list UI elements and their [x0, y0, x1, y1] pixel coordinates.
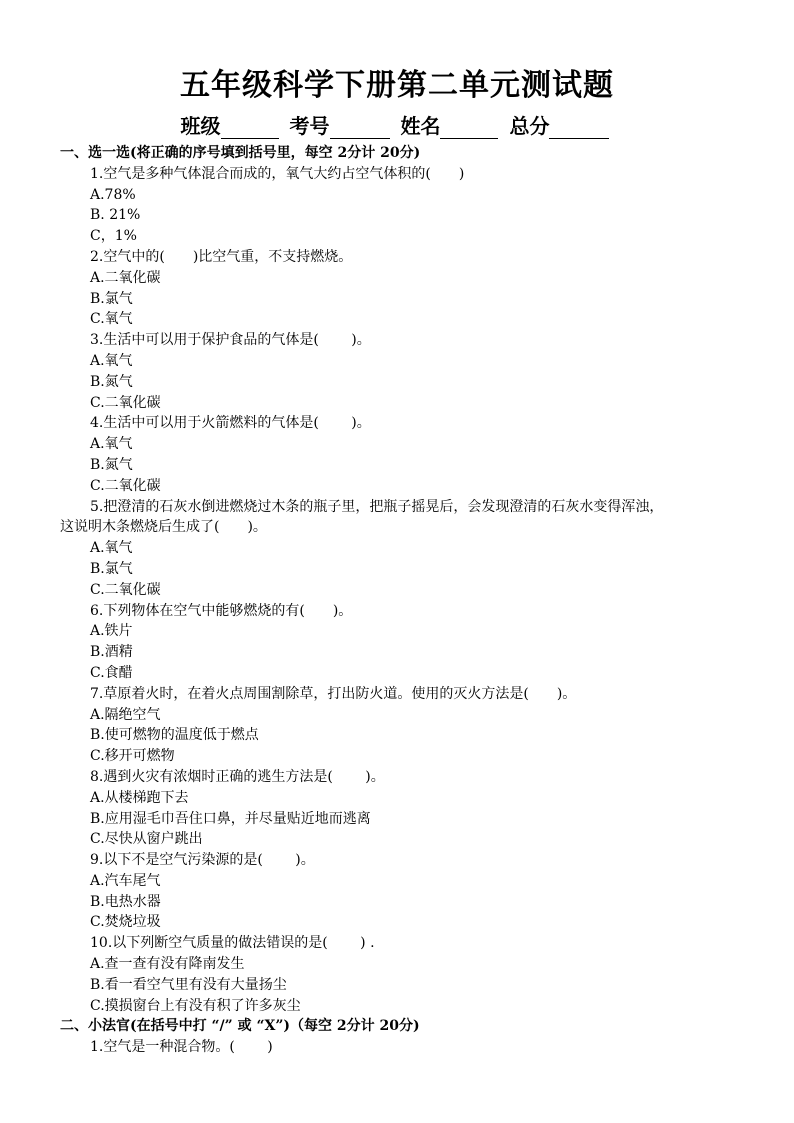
question-text: 9.以下不是空气污染源的是( )。	[90, 852, 315, 869]
question-text: 7.草原着火时，在着火点周围割除草，打出防火道。使用的灭火方法是( )。	[90, 685, 577, 702]
class-label: 班级	[180, 114, 221, 138]
question-text: 5.把澄清的石灰水倒进燃烧过木条的瓶子里，把瓶子摇晃后，会发现澄清的石灰水变得浑浊，	[90, 498, 664, 515]
answer-option: A.氧气	[90, 352, 133, 369]
answer-option: A.查一查有没有降南发生	[90, 956, 245, 973]
section-heading: 一、选一选(将正确的序号填到括号里，每空 2分计 20分)	[60, 145, 421, 161]
name-label: 姓名	[400, 114, 441, 138]
answer-option: B.使可燃物的温度低于燃点	[90, 727, 259, 744]
answer-option: B.氯气	[90, 560, 133, 577]
answer-option: A.隔绝空气	[90, 706, 161, 723]
section-heading: 二、小法官(在括号中打 “/” 或 “X”)（每空 2分计 20分)	[60, 1018, 420, 1035]
answer-option: C.摸损窗台上有没有积了许多灰尘	[90, 997, 301, 1014]
number-label: 考号	[289, 114, 330, 138]
number-blank[interactable]	[330, 118, 390, 139]
answer-option: A.从楼梯跑下去	[90, 789, 189, 806]
question-continuation: 这说明木条燃烧后生成了( )。	[60, 519, 267, 536]
question-text: 3.生活中可以用于保护食品的气体是( )。	[90, 332, 371, 349]
answer-option: A.氧气	[90, 540, 133, 557]
answer-option: A.铁片	[90, 623, 133, 640]
answer-option: C.食醋	[90, 664, 133, 681]
answer-option: B.氯气	[90, 290, 133, 307]
question-text: 1.空气是一种混合物。( )	[90, 1039, 273, 1056]
answer-option: C，1%	[90, 228, 137, 245]
answer-option: C.焚烧垃圾	[90, 914, 161, 931]
answer-option: C.二氧化碳	[90, 394, 161, 411]
answer-option: C.二氧化碳	[90, 581, 161, 598]
question-text: 1.空气是多种气体混合而成的，氧气大约占空气体积的( )	[90, 165, 465, 182]
class-blank[interactable]	[221, 118, 279, 139]
question-text: 2.空气中的( )比空气重，不支持燃烧。	[90, 248, 353, 265]
answer-option: B.看一看空气里有没有大量扬尘	[90, 976, 287, 993]
answer-option: B.氮气	[90, 456, 133, 473]
question-text: 10.以下列断空气质量的做法错误的是( ) .	[90, 935, 375, 952]
question-text: 6.下列物体在空气中能够燃烧的有( )。	[90, 602, 353, 619]
answer-option: C.尽快从窗户跳出	[90, 831, 203, 848]
name-blank[interactable]	[440, 118, 498, 139]
page-title: 五年级科学下册第二单元测试题	[180, 68, 614, 103]
answer-option: A.汽车尾气	[90, 872, 161, 889]
question-text: 8.遇到火灾有浓烟时正确的逃生方法是( )。	[90, 768, 385, 785]
answer-option: A.二氧化碳	[90, 269, 161, 286]
answer-option: B.酒精	[90, 644, 133, 661]
answer-option: C.二氧化碳	[90, 477, 161, 494]
answer-option: B.氮气	[90, 373, 133, 390]
answer-option: B.电热水器	[90, 893, 161, 910]
answer-option: B.应用湿毛巾吾住口鼻，并尽量贴近地而逃离	[90, 810, 371, 827]
student-info-row	[0, 110, 794, 139]
answer-option: C.移开可燃物	[90, 748, 175, 765]
exam-content	[60, 143, 750, 1058]
answer-option: A.78%	[90, 186, 136, 203]
score-label: 总分	[509, 114, 550, 138]
answer-option: B. 21%	[90, 207, 141, 224]
question-text: 4.生活中可以用于火箭燃料的气体是( )。	[90, 415, 371, 432]
answer-option: A.氧气	[90, 436, 133, 453]
answer-option: C.氧气	[90, 311, 133, 328]
score-blank[interactable]	[549, 118, 609, 139]
